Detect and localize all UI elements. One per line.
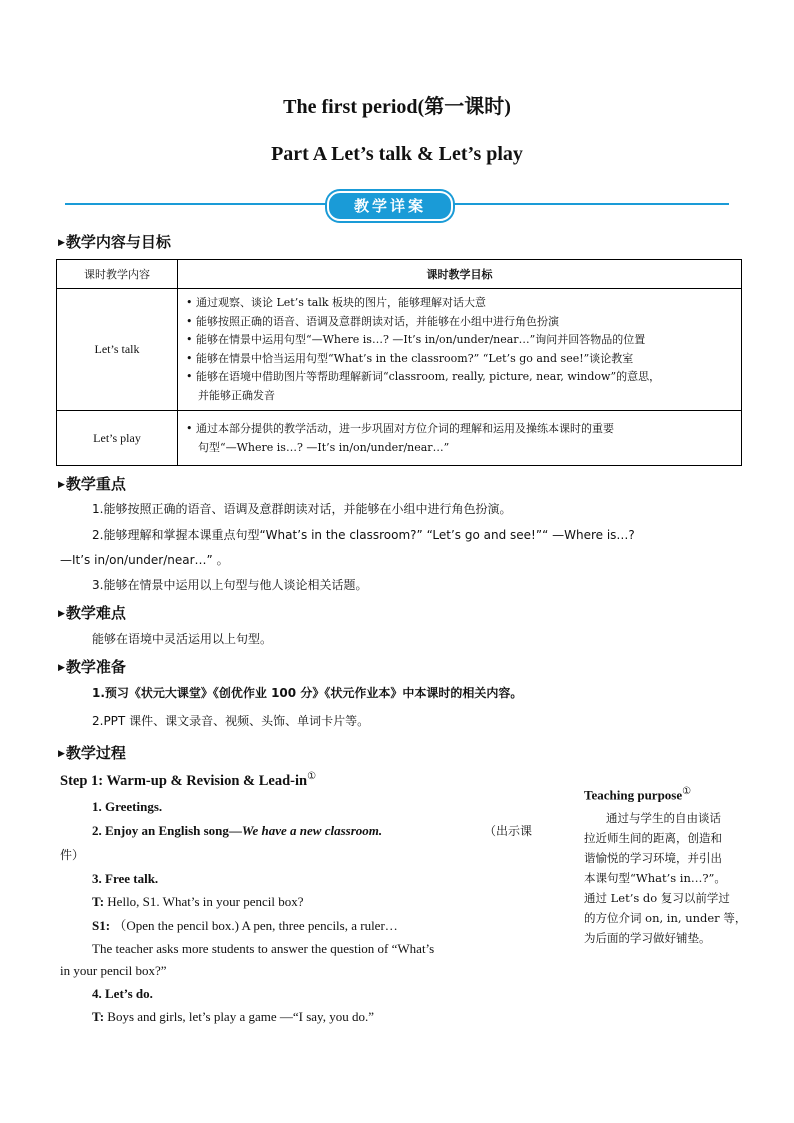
section-heading-keypoints: ▶教学重点 bbox=[58, 475, 126, 493]
banner-line-left bbox=[65, 203, 327, 205]
difficulty-text: 能够在语境中灵活运用以上句型。 bbox=[92, 632, 273, 646]
table-cell-talk-goals bbox=[178, 289, 742, 411]
step1-item-greetings: 1. Greetings. bbox=[92, 799, 163, 814]
section-heading-process: ▶教学过程 bbox=[58, 744, 126, 762]
table-cell-talk: Let’s talk bbox=[57, 289, 178, 411]
purpose-line: 通过 Let’s do 复习以前学过 bbox=[584, 891, 730, 905]
goals-table bbox=[56, 259, 742, 466]
prep-2: 2.PPT 课件、课文录音、视频、头饰、单词卡片等。 bbox=[92, 714, 370, 728]
banner-label: 教学详案 bbox=[353, 197, 426, 215]
purpose-line: 谐愉悦的学习环境，并引出 bbox=[584, 851, 722, 865]
goal-item: 句型“—Where is…? —It’s in/on/under/near…” bbox=[198, 441, 450, 454]
period-title: The first period(第一课时) bbox=[283, 96, 511, 118]
goal-item: • 通过本部分提供的教学活动，进一步巩固对方位介词的理解和运用及操练本课时的重要 bbox=[186, 422, 614, 435]
goal-item: • 能够在语境中借助图片等帮助理解新词“classroom, really, picture, near, window”的意思， bbox=[186, 370, 661, 383]
goal-item: • 通过观察、谈论 Let’s talk 板块的图片，能够理解对话大意 bbox=[186, 296, 487, 309]
triangle-icon: ▶ bbox=[58, 609, 65, 619]
prep-1: 1.预习《状元大课堂》《创优作业 100 分》《状元作业本》中本课时的相关内容。 bbox=[92, 686, 523, 700]
teacher-asks-b: in your pencil box?” bbox=[60, 963, 167, 978]
step1-heading: Step 1: Warm-up & Revision & Lead-in① bbox=[60, 771, 317, 789]
goal-item: • 能够在情景中恰当运用句型“What’s in the classroom?” “Let’s go and see!”谈论教室 bbox=[186, 351, 634, 365]
dialog-student-1: S1: （Open the pencil box.) A pen, three pencils, a ruler… bbox=[92, 918, 398, 933]
keypoint-2b: —It’s in/on/under/near…” 。 bbox=[60, 553, 229, 567]
section-heading-prep: ▶教学准备 bbox=[58, 658, 126, 676]
step1-item-letsdo: 4. Let’s do. bbox=[92, 986, 153, 1001]
goal-item: • 能够按照正确的语音、语调及意群朗读对话，并能够在小组中进行角色扮演 bbox=[186, 314, 559, 328]
section-banner bbox=[327, 191, 453, 221]
purpose-line: 本课句型“What’s in…?”。 bbox=[584, 871, 726, 885]
goal-item: • 能够在情景中运用句型“—Where is…? —It’s in/on/under/near…”询问并回答物品的位置 bbox=[186, 333, 646, 346]
dialog-teacher-1: T: Hello, S1. What’s in your pencil box? bbox=[92, 894, 304, 909]
section-heading-difficulty: ▶教学难点 bbox=[58, 604, 126, 622]
triangle-icon: ▶ bbox=[58, 480, 65, 490]
purpose-line: 为后面的学习做好铺垫。 bbox=[584, 931, 711, 945]
table-cell-play-goals bbox=[178, 411, 742, 466]
goal-item: 并能够正确发音 bbox=[198, 388, 275, 402]
lesson-title: Part A Let’s talk & Let’s play bbox=[271, 143, 523, 165]
triangle-icon: ▶ bbox=[58, 749, 65, 759]
step1-item-freetalk: 3. Free talk. bbox=[92, 871, 159, 886]
section-heading-goals: ▶教学内容与目标 bbox=[58, 233, 171, 251]
step1-song-tail: 件） bbox=[60, 848, 85, 862]
purpose-line: 拉近师生间的距离，创造和 bbox=[584, 831, 722, 845]
keypoint-2a: 2.能够理解和掌握本课重点句型“What’s in the classroom?” “Let’s go and see!”“ —Where is…? bbox=[92, 528, 635, 542]
table-header-goals: 课时教学目标 bbox=[178, 260, 742, 289]
purpose-line: 的方位介词 on, in, under 等， bbox=[584, 911, 747, 925]
keypoint-1: 1.能够按照正确的语音、语调及意群朗读对话，并能够在小组中进行角色扮演。 bbox=[92, 502, 512, 516]
table-cell-play: Let’s play bbox=[57, 411, 178, 466]
triangle-icon: ▶ bbox=[58, 238, 65, 248]
purpose-text bbox=[584, 808, 752, 948]
banner-line-right bbox=[449, 203, 729, 205]
keypoint-3: 3.能够在情景中运用以上句型与他人谈论相关话题。 bbox=[92, 578, 368, 592]
table-header-content: 课时教学内容 bbox=[57, 260, 178, 289]
purpose-title: Teaching purpose① bbox=[584, 786, 692, 803]
step1-item-song: 2. Enjoy an English song—We have a new classroom. （出示课 bbox=[92, 823, 532, 838]
teacher-asks-a: The teacher asks more students to answer the question of “What’s bbox=[92, 941, 435, 956]
purpose-line: 通过与学生的自由谈话 bbox=[606, 811, 721, 825]
triangle-icon: ▶ bbox=[58, 663, 65, 673]
dialog-teacher-2: T: Boys and girls, let’s play a game —“I say, you do.” bbox=[92, 1009, 374, 1024]
